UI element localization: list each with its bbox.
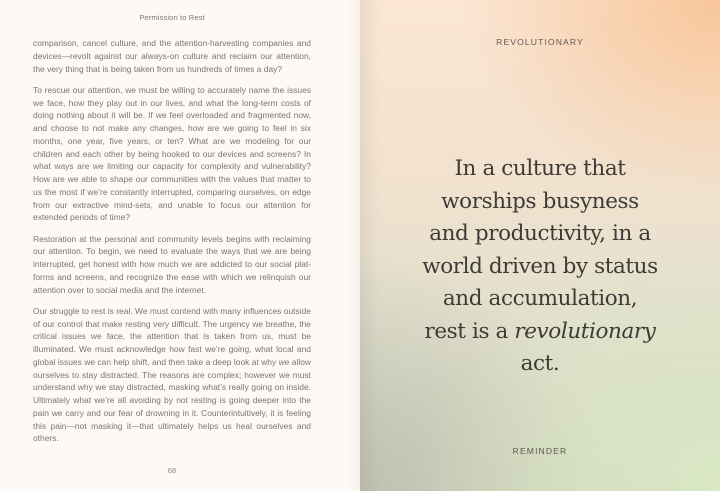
paragraph: comparison, cancel culture, and the attention-harvesting companies and devices—revolt against our always-on culture and reclaim our attention, the very thing that is being taken from us hundreds of times a day? [33, 38, 311, 74]
quote-text: In a culture that worships busyness and productivity, in a world driven by status and accumulation, rest is a [422, 156, 658, 344]
running-head: Permission to Rest [139, 13, 205, 22]
paragraph: Our struggle to rest is real. We must contend with many influences outside of our control that make resting very difficult. The urgency we breathe, the critical issues we face, the attention that is taken from us, must be illuminated. We must acknowledge how fast we’re going, what local and global issues we can help shift, and then take a deep look at why we allow ourselves to stay distracted. The reasons are complex; however we must understand why we stay distracted, masking what’s really going on inside. Ultimately what we’re all avoiding by not resting is going deeper into the pain we carry and our fear of drowning in it. Counterintuitively, it is feeling this pain—not masking it—that ultimately helps us heal ourselves and others. [33, 305, 311, 444]
quote-text-end: act. [520, 351, 560, 376]
page-number: 68 [167, 466, 177, 475]
right-page [360, 0, 720, 491]
body-text [33, 37, 311, 454]
paragraph: To rescue our attention, we must be willing to accurately name the issues we face, how they play out in our lives, and what the long-term costs of doing nothing about it will be. If we feel overloaded and fragmented now, and choose to not make any changes, how are we going to feel in six months, one year, five years, or ten? What are we modeling for our children and each other by being hooked to our devices and screens? In what ways are we limiting our capacity for complexity and vulnerability? How are we able to shape our communities with the values that matter to us the most if we’re constantly interrupted, comparing ourselves, on edge from our extractive mind-sets, and unable to focus our attention for extended periods of time? [33, 84, 311, 223]
quote-emphasis: revolutionary [514, 318, 656, 344]
section-label-top: REVOLUTIONARY [496, 37, 584, 47]
gutter-shadow [346, 0, 360, 491]
pull-quote [420, 153, 660, 381]
section-label-bottom: REMINDER [512, 446, 568, 456]
paragraph: Restoration at the personal and community levels begins with reclaiming our attention. To begin, we need to evaluate the ways that we are being interrupted, get honest with how much we are addicted to our social platforms and screens, and recognize the ease with which we relinquish our attention over to social media and the internet. [33, 233, 311, 295]
